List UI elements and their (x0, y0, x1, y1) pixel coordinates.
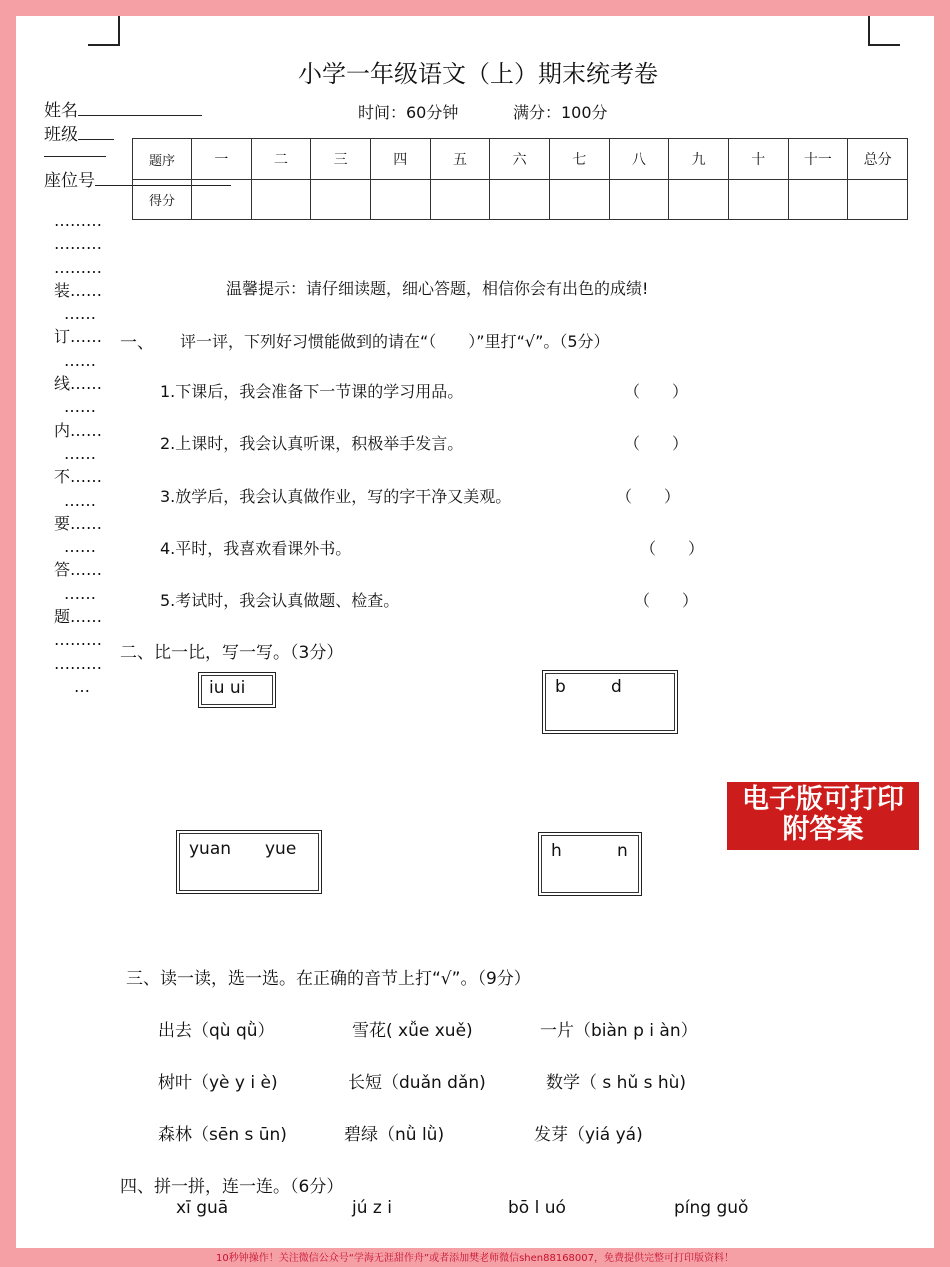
score-col-header: 七 (549, 139, 609, 180)
answer-blank[interactable]: （ ） (640, 539, 705, 558)
section1-item: 5.考试时，我会认真做题、检查。 (160, 591, 400, 610)
section1-number: 一、 (120, 333, 154, 353)
score-col-header: 二 (251, 139, 311, 180)
score-col-header: 三 (311, 139, 371, 180)
pinyin-word[interactable]: xī guā (176, 1198, 229, 1218)
pinyin-choice[interactable]: 出去（qù qǜ） (158, 1021, 275, 1041)
score-row-label: 得分 (133, 180, 192, 220)
score-col-header: 六 (490, 139, 550, 180)
margin-dots: ……… (54, 211, 102, 230)
score-col-header: 十一 (788, 139, 848, 180)
margin-dots: …… (64, 350, 96, 370)
compare-box-text: n (617, 841, 628, 861)
score-cell[interactable] (669, 180, 729, 220)
compare-box[interactable] (538, 832, 642, 896)
score-cell[interactable] (490, 180, 550, 220)
pinyin-choice[interactable]: 发芽（yiá yá) (534, 1125, 643, 1145)
pinyin-choice[interactable]: 数学（ s hǔ s hù) (546, 1073, 687, 1093)
answer-blank[interactable]: （ ） (624, 434, 689, 453)
score-cell[interactable] (848, 180, 908, 220)
pinyin-choice[interactable]: 森林（sēn s ūn) (158, 1125, 287, 1145)
full-score-info: 满分：100分 (513, 103, 608, 122)
score-col-header: 五 (430, 139, 490, 180)
score-cell[interactable] (192, 180, 252, 220)
margin-char: 装…… (54, 280, 103, 300)
margin-char: 订…… (54, 327, 103, 347)
score-col-header: 十 (728, 139, 788, 180)
answer-blank[interactable]: （ ） (624, 382, 689, 401)
score-header-label: 题序 (133, 139, 192, 180)
printable-stamp (727, 782, 919, 850)
compare-box-text: b (555, 677, 566, 697)
compare-box[interactable] (176, 830, 322, 894)
margin-char: 内…… (54, 420, 103, 440)
margin-dots: … (74, 676, 90, 696)
compare-box-text: iu ui (209, 678, 246, 698)
margin-dots: …… (64, 397, 96, 417)
pinyin-choice[interactable]: 一片（biàn p i àn） (540, 1021, 698, 1041)
class-field (44, 120, 114, 145)
score-table-score-row (133, 180, 908, 220)
margin-dots: …… (64, 537, 96, 557)
seat-label: 座位号 (44, 171, 95, 191)
name-input-line[interactable] (78, 98, 202, 116)
exam-title: 小学一年级语文（上）期末统考卷 (298, 60, 658, 88)
pinyin-word[interactable]: jú z i (352, 1198, 392, 1218)
margin-dots: …… (64, 304, 96, 324)
name-label: 姓名 (44, 101, 78, 121)
class-input-line-2[interactable] (44, 156, 106, 157)
compare-box-text: yuan (189, 839, 232, 859)
score-col-header: 四 (370, 139, 430, 180)
section4-heading: 四、拼一拼，连一连。（6分） (120, 1177, 344, 1197)
score-cell[interactable] (609, 180, 669, 220)
section1-item: 2.上课时，我会认真听课，积极举手发言。 (160, 434, 464, 453)
score-cell[interactable] (788, 180, 848, 220)
stamp-line2: 附答案 (782, 814, 864, 845)
margin-dots: ……… (54, 257, 102, 277)
margin-dots: …… (64, 490, 96, 510)
section1-item: 3.放学后，我会认真做作业，写的字干净又美观。 (160, 487, 512, 506)
section1-item: 4.平时，我喜欢看课外书。 (160, 539, 352, 558)
score-table (132, 138, 908, 220)
score-cell[interactable] (549, 180, 609, 220)
section3-heading: 三、读一读，选一选。在正确的音节上打“√”。（9分） (126, 969, 531, 989)
corner-mark-left (88, 16, 120, 46)
score-col-header: 总分 (848, 139, 908, 180)
pinyin-choice[interactable]: 碧绿（nǜ lǜ) (344, 1125, 445, 1145)
section1-item: 1.下课后，我会准备下一节课的学习用品。 (160, 382, 464, 401)
pinyin-choice[interactable]: 雪花( xǚe xuě) (352, 1021, 473, 1041)
pinyin-word[interactable]: píng guǒ (674, 1198, 749, 1218)
compare-box-text: d (611, 677, 622, 697)
score-col-header: 一 (192, 139, 252, 180)
class-label: 班级 (44, 125, 78, 145)
binding-margin (54, 209, 124, 698)
score-table-header-row (133, 139, 908, 180)
margin-char: 不…… (54, 467, 103, 487)
promo-footer: 10秒钟操作！关注微信公众号“学海无涯甜作舟”或者添加樊老师微信shen88168007，免费提供完整可打印版资料！ (215, 1253, 735, 1264)
time-info: 时间：60分钟 (358, 103, 459, 122)
answer-blank[interactable]: （ ） (634, 591, 699, 610)
score-cell[interactable] (311, 180, 371, 220)
margin-dots: ……… (54, 653, 102, 673)
pinyin-word[interactable]: bō l uó (508, 1198, 566, 1218)
compare-box[interactable] (542, 670, 678, 734)
score-cell[interactable] (251, 180, 311, 220)
class-input-line[interactable] (78, 122, 114, 140)
pinyin-choice[interactable]: 树叶（yè y i è) (158, 1073, 278, 1093)
margin-char: 要…… (54, 513, 103, 533)
section1-heading: 评一评，下列好习惯能做到的请在“（ ）”里打“√”。（5分） (180, 332, 610, 351)
compare-box-text: yue (265, 839, 297, 859)
stamp-line1: 电子版可打印 (742, 784, 904, 815)
compare-box[interactable] (198, 672, 276, 708)
margin-char: 线…… (54, 374, 103, 394)
score-col-header: 九 (669, 139, 729, 180)
margin-char: 答…… (54, 560, 103, 580)
pinyin-choice[interactable]: 长短（duǎn dǎn) (348, 1073, 486, 1093)
corner-mark-right (868, 16, 900, 46)
margin-dots: …… (64, 583, 96, 603)
margin-dots: …… (64, 443, 96, 463)
margin-char: 题…… (54, 607, 103, 627)
compare-box-text: h (551, 841, 562, 861)
margin-dots: ……… (54, 630, 102, 650)
name-field (44, 96, 202, 121)
score-cell[interactable] (370, 180, 430, 220)
warm-tip: 温馨提示：请仔细读题，细心答题，相信你会有出色的成绩! (226, 279, 649, 298)
score-cell[interactable] (430, 180, 490, 220)
exam-sheet (16, 16, 934, 1248)
score-col-header: 八 (609, 139, 669, 180)
margin-dots: ……… (54, 234, 102, 254)
answer-blank[interactable]: （ ） (616, 487, 681, 506)
section2-heading: 二、比一比，写一写。（3分） (120, 643, 344, 663)
score-cell[interactable] (728, 180, 788, 220)
